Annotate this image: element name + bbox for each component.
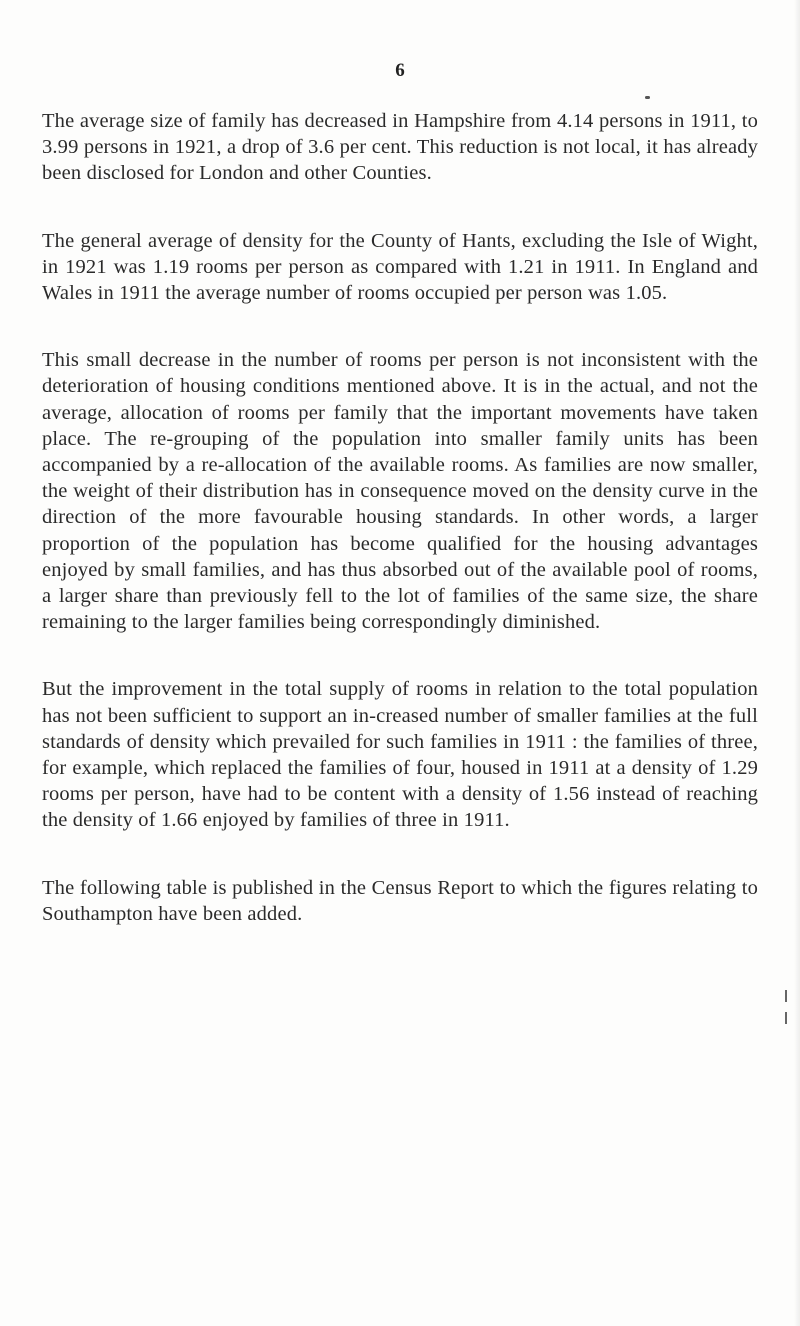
edge-mark: [785, 1012, 787, 1024]
paragraph-family-size: The average size of family has decreased in Hampshire from 4.14 persons in 1911, to 3.99 persons in 1921, a drop of 3.6 per cent. This reduction is not local, it has already been disclosed for London and other Counties.: [42, 110, 758, 185]
print-speck: [645, 96, 650, 99]
paragraph-table-intro: The following table is published in the Census Report to which the figures relating to Southampton have been added.: [42, 876, 758, 925]
body-text: [42, 108, 758, 927]
page-edge-shadow: [794, 0, 800, 1326]
page-number: 6: [395, 60, 405, 81]
page-edge-marks: [785, 990, 789, 1030]
paragraph-improvement-supply: But the improvement in the total supply of rooms in relation to the total population has not been sufficient to support an in-creased number of smaller families at the full standards of density which prevailed for such families in 1911 : the families of three, for example, which replaced the families of four, housed in 1911 at a density of 1.29 rooms per person, have had to be content with a density of 1.56 instead of reaching the density of 1.66 enjoyed by families of three in 1911.: [42, 678, 758, 832]
paragraph-room-allocation: This small decrease in the number of rooms per person is not inconsistent with the deterioration of housing conditions mentioned above. It is in the actual, and not the average, allocation of rooms per family that the important movements have taken place. The re-grouping of the population into smaller family units has been accompanied by a re-allocation of the available rooms. As families are now smaller, the weight of their distribution has in consequence moved on the density curve in the direction of the more favourable housing standards. In other words, a larger proportion of the population has become qualified for the housing advantages enjoyed by small families, and has thus absorbed out of the available pool of rooms, a larger share than previously fell to the lot of families of the same size, the share remaining to the larger families being correspondingly diminished.: [42, 349, 758, 634]
paragraph-density-average: The general average of density for the County of Hants, excluding the Isle of Wight, in 1921 was 1.19 rooms per person as compared with 1.21 in 1911. In England and Wales in 1911 the average number of rooms occupied per person was 1.05.: [42, 229, 758, 305]
edge-mark: [785, 990, 787, 1002]
